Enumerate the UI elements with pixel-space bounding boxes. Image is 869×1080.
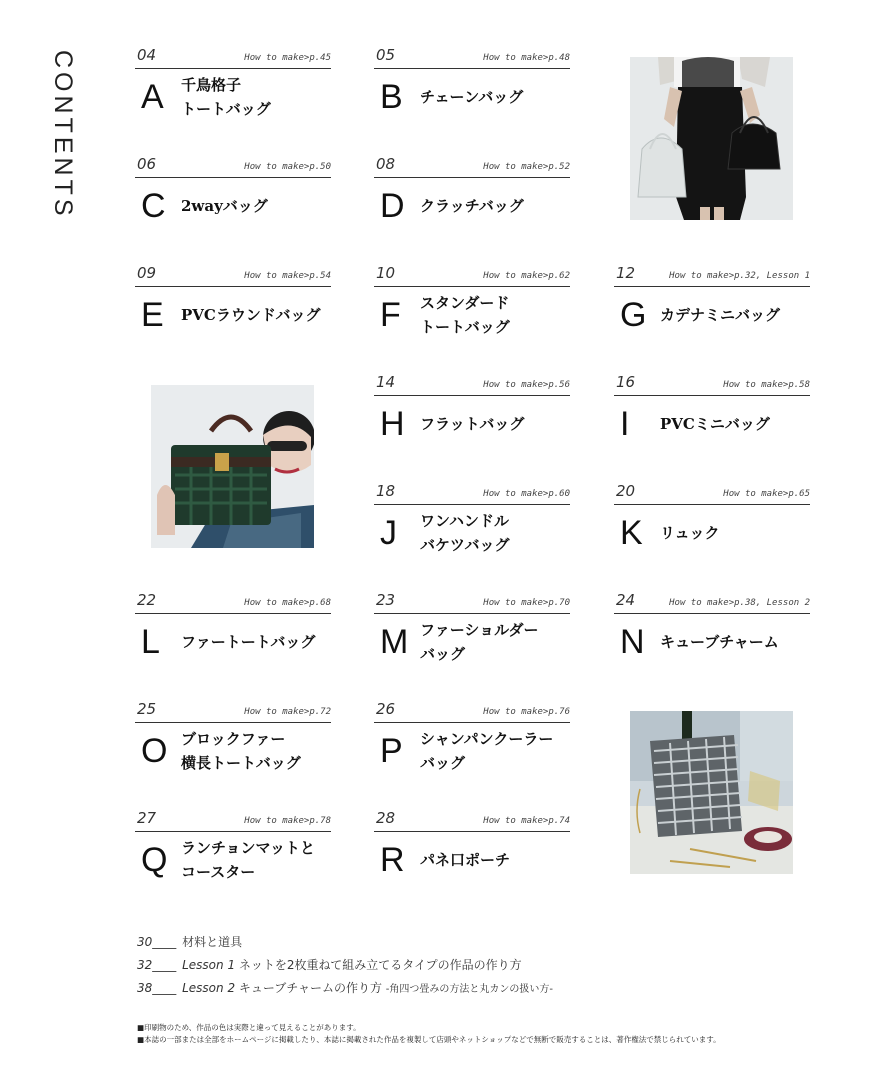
page-number: 05 bbox=[376, 46, 396, 64]
how-to-make-link[interactable]: How to make>p.52 bbox=[483, 162, 570, 172]
item-name: 千鳥格子 トートバッグ bbox=[181, 76, 271, 118]
page-number: 12 bbox=[616, 264, 636, 282]
item-letter: Q bbox=[141, 841, 168, 879]
page-number: 06 bbox=[137, 155, 157, 173]
page-number: 26 bbox=[376, 700, 396, 718]
entry-p[interactable] bbox=[374, 700, 570, 787]
photo-chain-bags bbox=[630, 57, 793, 220]
item-letter: K bbox=[620, 514, 643, 552]
how-to-make-link[interactable]: How to make>p.70 bbox=[483, 598, 570, 608]
item-name: キューブチャーム bbox=[660, 633, 779, 651]
divider bbox=[135, 722, 331, 723]
divider bbox=[135, 286, 331, 287]
page-number: 16 bbox=[616, 373, 636, 391]
item-letter: I bbox=[620, 405, 630, 443]
entry-d[interactable] bbox=[374, 155, 570, 242]
how-to-make-link[interactable]: How to make>p.72 bbox=[244, 707, 331, 717]
how-to-make-link[interactable]: How to make>p.50 bbox=[244, 162, 331, 172]
page-number: 25 bbox=[137, 700, 157, 718]
lesson-item[interactable] bbox=[137, 935, 553, 958]
how-to-make-link[interactable]: How to make>p.62 bbox=[483, 271, 570, 281]
item-name: リュック bbox=[660, 524, 720, 542]
item-letter: N bbox=[620, 623, 645, 661]
item-name: クラッチバッグ bbox=[420, 197, 524, 215]
lesson-item[interactable] bbox=[137, 958, 553, 981]
how-to-make-link[interactable]: How to make>p.60 bbox=[483, 489, 570, 499]
divider bbox=[614, 395, 810, 396]
how-to-make-link[interactable]: How to make>p.78 bbox=[244, 816, 331, 826]
item-letter: H bbox=[380, 405, 405, 443]
divider bbox=[374, 613, 570, 614]
lesson-page: 38____ bbox=[137, 981, 177, 995]
item-name: ブロックファー 横長トートバッグ bbox=[181, 730, 301, 772]
page-number: 09 bbox=[137, 264, 157, 282]
item-name: ファーショルダー バッグ bbox=[420, 621, 539, 663]
page-number: 04 bbox=[137, 46, 157, 64]
entry-i[interactable] bbox=[614, 373, 810, 460]
divider bbox=[614, 504, 810, 505]
entry-r[interactable] bbox=[374, 809, 570, 896]
page-number: 23 bbox=[376, 591, 396, 609]
item-name: 2wayバッグ bbox=[181, 197, 268, 215]
item-name: ワンハンドル バケツバッグ bbox=[420, 512, 510, 554]
lesson-label: Lesson 1 bbox=[182, 958, 236, 972]
lesson-title: ネットを2枚重ねて組み立てるタイプの作品の作り方 bbox=[238, 958, 522, 972]
how-to-make-link[interactable]: How to make>p.45 bbox=[244, 53, 331, 63]
item-letter: F bbox=[380, 296, 401, 334]
divider bbox=[374, 68, 570, 69]
entry-g[interactable] bbox=[614, 264, 810, 351]
lesson-title: 材料と道具 bbox=[182, 935, 243, 949]
page-number: 14 bbox=[376, 373, 396, 391]
item-letter: E bbox=[141, 296, 164, 334]
item-letter: R bbox=[380, 841, 405, 879]
item-letter: O bbox=[141, 732, 168, 770]
entry-b[interactable] bbox=[374, 46, 570, 133]
page-number: 20 bbox=[616, 482, 636, 500]
divider bbox=[135, 177, 331, 178]
entry-q[interactable] bbox=[135, 809, 331, 896]
item-name: パネ口ポーチ bbox=[420, 851, 511, 869]
how-to-make-link[interactable]: How to make>p.48 bbox=[483, 53, 570, 63]
lesson-title: キューブチャームの作り方 bbox=[238, 981, 382, 995]
page-number: 28 bbox=[376, 809, 396, 827]
how-to-make-link[interactable]: How to make>p.54 bbox=[244, 271, 331, 281]
footnote: ■印刷物のため、作品の色は実際と違って見えることがあります。 bbox=[137, 1023, 361, 1032]
photo-champagne-bag bbox=[630, 711, 793, 874]
entry-m[interactable] bbox=[374, 591, 570, 678]
lesson-label: Lesson 2 bbox=[182, 981, 236, 995]
item-letter: P bbox=[380, 732, 403, 770]
divider bbox=[135, 68, 331, 69]
item-name: PVCミニバッグ bbox=[660, 415, 770, 433]
item-letter: C bbox=[141, 187, 166, 225]
divider bbox=[374, 722, 570, 723]
how-to-make-link[interactable]: How to make>p.65 bbox=[723, 489, 810, 499]
entry-a[interactable] bbox=[135, 46, 331, 133]
item-name: チェーンバッグ bbox=[420, 88, 524, 106]
item-name: カデナミニバッグ bbox=[660, 306, 781, 324]
item-letter: L bbox=[141, 623, 160, 661]
entry-f[interactable] bbox=[374, 264, 570, 351]
item-name: ランチョンマットと コースター bbox=[181, 839, 315, 881]
item-name: シャンパンクーラー バッグ bbox=[420, 730, 554, 772]
lesson-page: 32____ bbox=[137, 958, 177, 972]
item-name: PVCラウンドバッグ bbox=[181, 306, 321, 324]
item-letter: G bbox=[620, 296, 647, 334]
page-number: 22 bbox=[137, 591, 157, 609]
lesson-item[interactable] bbox=[137, 981, 553, 1004]
item-letter: A bbox=[141, 78, 164, 116]
entry-j[interactable] bbox=[374, 482, 570, 569]
page-number: 18 bbox=[376, 482, 396, 500]
divider bbox=[374, 286, 570, 287]
divider bbox=[614, 613, 810, 614]
lesson-page: 30____ bbox=[137, 935, 177, 949]
item-name: スタンダード トートバッグ bbox=[420, 294, 510, 336]
how-to-make-link[interactable]: How to make>p.74 bbox=[483, 816, 570, 826]
item-letter: J bbox=[380, 514, 397, 552]
page-number: 27 bbox=[137, 809, 157, 827]
divider bbox=[135, 613, 331, 614]
entry-n[interactable] bbox=[614, 591, 810, 678]
item-letter: B bbox=[380, 78, 403, 116]
how-to-make-link[interactable]: How to make>p.56 bbox=[483, 380, 570, 390]
divider bbox=[374, 177, 570, 178]
divider bbox=[614, 286, 810, 287]
entry-l[interactable] bbox=[135, 591, 331, 678]
footnotes bbox=[137, 1022, 721, 1046]
lesson-subtitle: -角四つ畳みの方法と丸カンの扱い方- bbox=[385, 984, 553, 995]
divider bbox=[374, 395, 570, 396]
item-letter: D bbox=[380, 187, 405, 225]
entry-e[interactable] bbox=[135, 264, 331, 351]
how-to-make-link[interactable]: How to make>p.32, Lesson 1 bbox=[669, 271, 810, 281]
how-to-make-link[interactable]: How to make>p.58 bbox=[723, 380, 810, 390]
page-number: 08 bbox=[376, 155, 396, 173]
contents-title: CONTENTS bbox=[49, 50, 77, 220]
photo-green-tote bbox=[151, 385, 314, 548]
divider bbox=[135, 831, 331, 832]
item-name: フラットバッグ bbox=[420, 415, 525, 433]
lesson-list bbox=[137, 935, 553, 1004]
page-number: 24 bbox=[616, 591, 636, 609]
item-name: ファートートバッグ bbox=[181, 633, 316, 651]
entry-h[interactable] bbox=[374, 373, 570, 460]
how-to-make-link[interactable]: How to make>p.38, Lesson 2 bbox=[669, 598, 810, 608]
footnote: ■本誌の一部または全部をホームページに掲載したり、本誌に掲載された作品を複製して店頭やネットショップなどで無断で販売することは、著作権法で禁じられています。 bbox=[137, 1035, 721, 1044]
how-to-make-link[interactable]: How to make>p.76 bbox=[483, 707, 570, 717]
how-to-make-link[interactable]: How to make>p.68 bbox=[244, 598, 331, 608]
entry-k[interactable] bbox=[614, 482, 810, 569]
page-number: 10 bbox=[376, 264, 396, 282]
divider bbox=[374, 504, 570, 505]
entry-o[interactable] bbox=[135, 700, 331, 787]
entry-c[interactable] bbox=[135, 155, 331, 242]
item-letter: M bbox=[380, 623, 409, 661]
divider bbox=[374, 831, 570, 832]
